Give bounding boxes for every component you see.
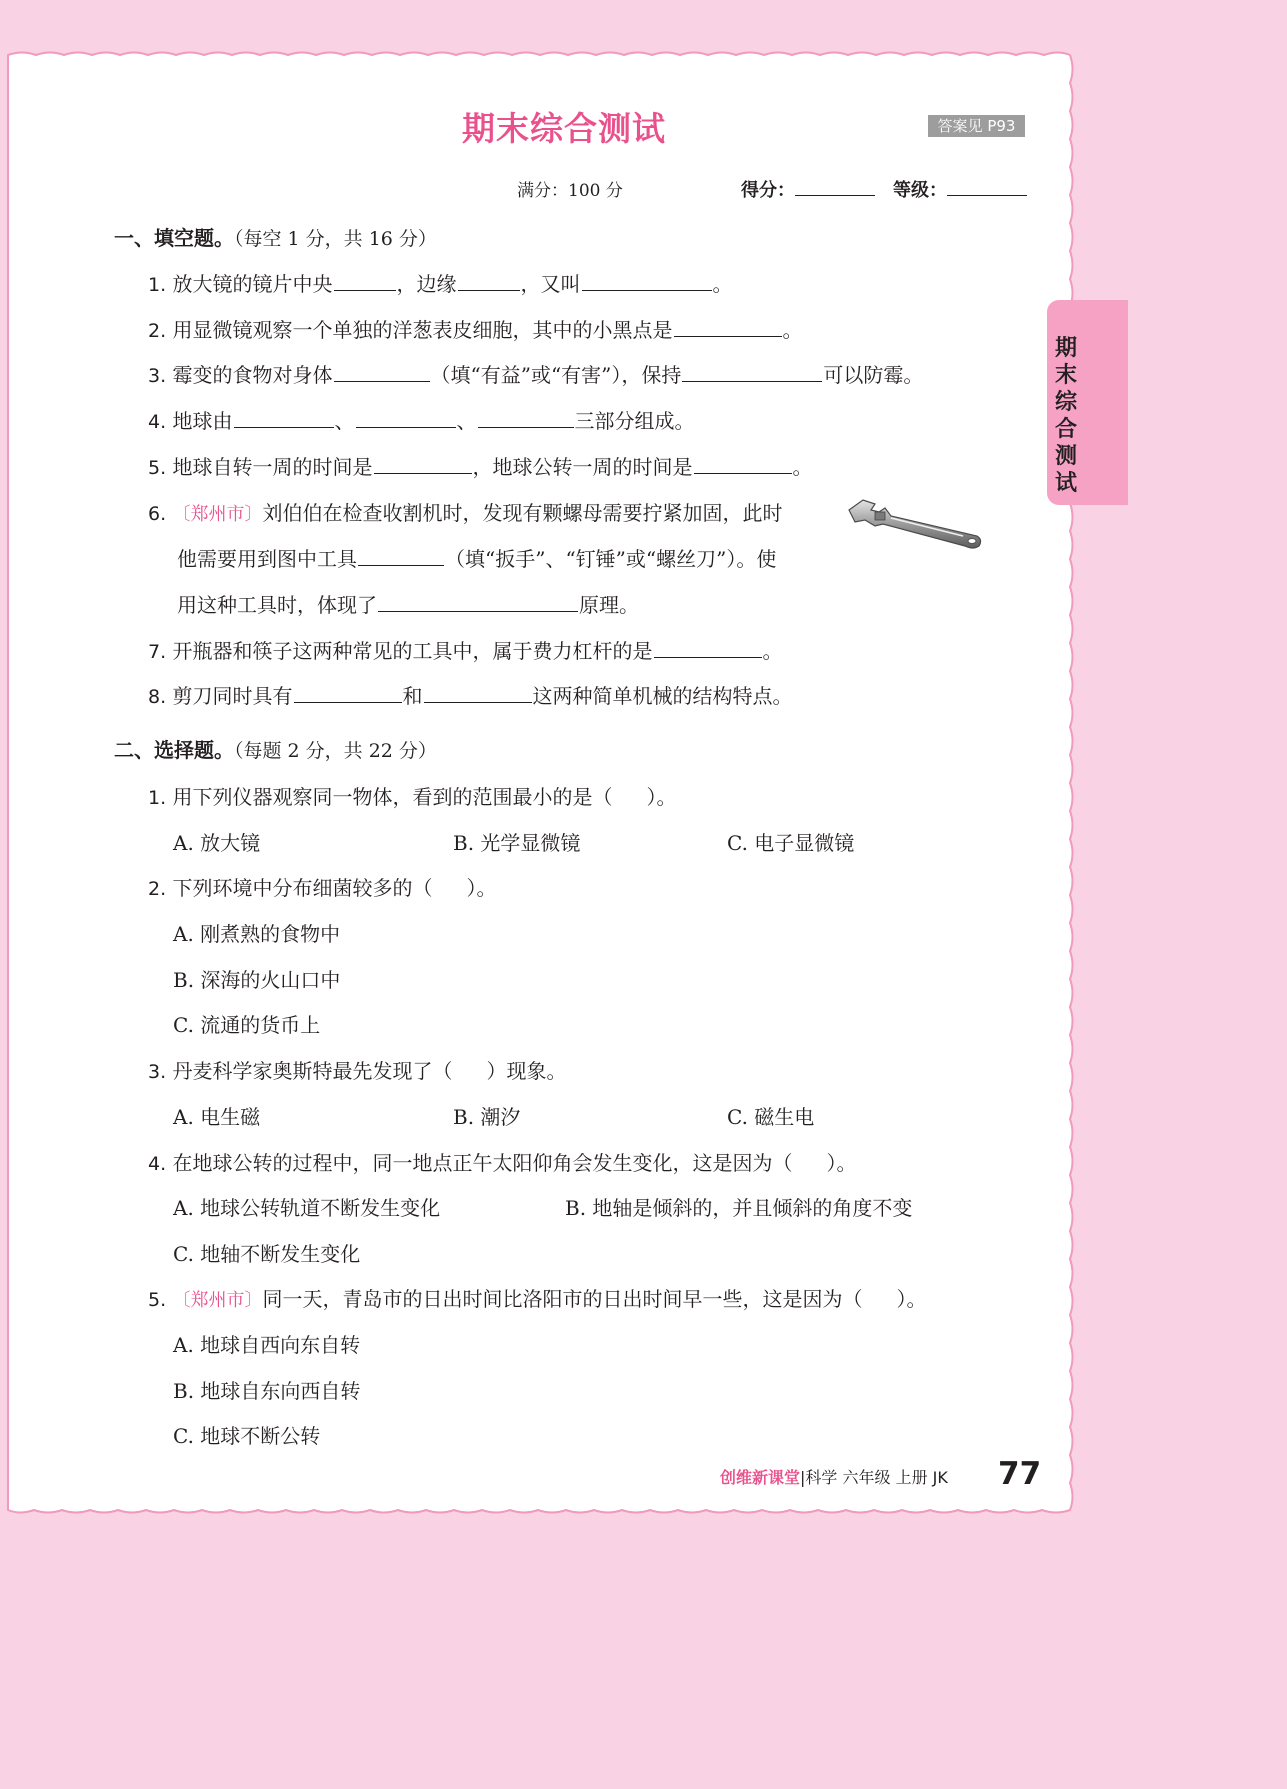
question-text: ）。 (646, 785, 677, 809)
s2-question-1 (148, 781, 677, 810)
footer (720, 1465, 948, 1488)
grade-label: 等级： (893, 180, 947, 201)
question-text: 在地球公转的过程中，同一地点正午太阳仰角会发生变化，这是因为（ (172, 1151, 793, 1175)
question-text: 放大镜的镜片中央 (172, 272, 333, 296)
option-c[interactable]: C. 地球不断公转 (173, 1424, 321, 1448)
option-a[interactable]: A. 刚煮熟的食物中 (173, 922, 341, 946)
answer-blank[interactable] (694, 455, 792, 474)
s1-question-6 (148, 497, 783, 526)
side-tab-char: 综 (1054, 390, 1077, 415)
full-marks: 满分：100 分 (517, 181, 623, 201)
question-text: 可以防霉。 (823, 363, 924, 387)
question-text: 开瓶器和筷子这两种常见的工具中，属于费力杠杆的是 (172, 639, 653, 663)
option-b[interactable]: B. 地球自东向西自转 (173, 1379, 361, 1403)
option-a[interactable]: A. 电生磁 (173, 1105, 261, 1129)
answer-blank[interactable] (682, 363, 822, 382)
answer-blank[interactable] (582, 272, 712, 291)
s1-question-4 (148, 405, 695, 434)
option-a[interactable]: A. 地球自西向东自转 (173, 1333, 361, 1357)
question-text: 这两种简单机械的结构特点。 (532, 684, 793, 708)
question-number: 5. (148, 1289, 167, 1311)
s1-question-6-line3 (177, 589, 639, 618)
question-text: 、 (334, 409, 355, 433)
question-number: 7. (148, 641, 167, 663)
answer-blank[interactable] (374, 455, 472, 474)
question-number: 8. (148, 686, 167, 708)
question-text: 、 (456, 409, 477, 433)
footer-subject: 科学 六年级 上册 JK (805, 1468, 948, 1487)
question-text: 。 (782, 318, 803, 342)
s2-question-3 (148, 1055, 567, 1084)
question-number: 2. (148, 320, 167, 342)
question-text: 。 (792, 455, 813, 479)
answer-blank[interactable] (674, 318, 782, 337)
question-text: 和 (402, 684, 423, 708)
side-tab-char: 测 (1054, 444, 1077, 469)
s1-question-1 (148, 268, 733, 297)
section1-note: （每空 1 分，共 16 分） (234, 228, 437, 250)
question-text: ）。 (826, 1151, 857, 1175)
question-number: 3. (148, 365, 167, 387)
question-text: 。 (712, 272, 733, 296)
side-tab-char: 期 (1054, 336, 1077, 361)
option-c[interactable]: C. 流通的货币上 (173, 1013, 321, 1037)
option-b[interactable]: B. 深海的火山口中 (173, 968, 341, 992)
question-text: 刘伯伯在检查收割机时，发现有颗螺母需要拧紧加固，此时 (262, 501, 783, 525)
question-number: 3. (148, 1061, 167, 1083)
option-b[interactable]: B. 潮汐 (453, 1105, 521, 1129)
question-text: 地球自转一周的时间是 (172, 455, 373, 479)
question-text: 原理。 (579, 593, 639, 617)
s1-question-8 (148, 680, 793, 709)
page-title: 期末综合测试 (462, 109, 666, 148)
score-label: 得分： (741, 180, 795, 201)
question-text: 用这种工具时，体现了 (177, 593, 377, 617)
answer-blank[interactable] (358, 547, 444, 566)
wrench-image (845, 496, 985, 552)
answer-blank[interactable] (654, 639, 762, 658)
question-number: 1. (148, 274, 167, 296)
question-text: ）现象。 (486, 1059, 567, 1083)
question-text: ，地球公转一周的时间是 (472, 455, 693, 479)
question-number: 4. (148, 411, 167, 433)
question-text: 同一天，青岛市的日出时间比洛阳市的日出时间早一些，这是因为（ (262, 1287, 863, 1311)
side-tab-char: 末 (1054, 363, 1077, 388)
option-c[interactable]: C. 地轴不断发生变化 (173, 1242, 361, 1266)
answer-reference-badge: 答案见 P93 (928, 115, 1025, 137)
s2-question-4 (148, 1147, 857, 1176)
section1-label: 一、填空题。 (114, 226, 234, 250)
answer-blank[interactable] (424, 684, 532, 703)
footer-brand: 创维新课堂 (720, 1468, 801, 1487)
side-tab-label (1052, 335, 1080, 497)
answer-blank[interactable] (234, 409, 334, 428)
s1-question-5 (148, 451, 813, 480)
question-text: 用下列仪器观察同一物体，看到的范围最小的是（ (172, 785, 613, 809)
option-a[interactable]: A. 地球公转轨道不断发生变化 (173, 1196, 441, 1220)
section1-heading (114, 222, 437, 251)
footer-separator: | (800, 1468, 806, 1487)
s2-question-2 (148, 872, 497, 901)
answer-blank[interactable] (478, 409, 574, 428)
option-c[interactable]: C. 磁生电 (727, 1105, 815, 1129)
question-text: （填“扳手”、“钉锤”或“螺丝刀”）。使 (445, 547, 777, 571)
question-text: 用显微镜观察一个单独的洋葱表皮细胞，其中的小黑点是 (172, 318, 673, 342)
score-blank[interactable] (795, 179, 875, 196)
question-text: ，又叫 (520, 272, 581, 296)
question-text: 霉变的食物对身体 (172, 363, 333, 387)
s2-question-5 (148, 1283, 927, 1312)
question-number: 2. (148, 878, 167, 900)
grade-field (893, 176, 1027, 202)
question-text: 下列环境中分布细菌较多的（ (172, 876, 433, 900)
side-tab-char: 试 (1054, 471, 1077, 496)
question-text: 地球由 (172, 409, 233, 433)
s1-question-3 (148, 359, 923, 388)
page-number: 77 (998, 1456, 1042, 1492)
s1-question-7 (148, 635, 783, 664)
option-c[interactable]: C. 电子显微镜 (727, 831, 855, 855)
question-text: ）。 (896, 1287, 927, 1311)
question-text: 剪刀同时具有 (172, 684, 293, 708)
question-text: （填“有益”或“有害”），保持 (430, 363, 682, 387)
grade-blank[interactable] (947, 179, 1027, 196)
section2-heading (114, 734, 437, 763)
answer-blank[interactable] (334, 272, 396, 291)
question-number: 1. (148, 787, 167, 809)
question-text: ）。 (466, 876, 497, 900)
region-tag: 〔郑州市〕 (172, 1290, 263, 1311)
question-text: 他需要用到图中工具 (177, 547, 357, 571)
question-text: ，边缘 (396, 272, 457, 296)
answer-blank[interactable] (294, 684, 402, 703)
s1-question-2 (148, 314, 803, 343)
option-a[interactable]: A. 放大镜 (173, 831, 261, 855)
section2-label: 二、选择题。 (114, 738, 234, 762)
answer-blank[interactable] (334, 363, 430, 382)
answer-blank[interactable] (458, 272, 520, 291)
side-tab-char: 合 (1054, 417, 1077, 442)
s1-question-6-line2 (177, 543, 776, 572)
answer-blank[interactable] (356, 409, 456, 428)
question-text: 三部分组成。 (574, 409, 695, 433)
option-b[interactable]: B. 地轴是倾斜的，并且倾斜的角度不变 (565, 1196, 913, 1220)
question-text: 丹麦科学家奥斯特最先发现了（ (172, 1059, 453, 1083)
answer-blank[interactable] (378, 593, 578, 612)
region-tag: 〔郑州市〕 (172, 504, 263, 525)
question-number: 5. (148, 457, 167, 479)
option-b[interactable]: B. 光学显微镜 (453, 831, 581, 855)
question-number: 6. (148, 503, 167, 525)
question-text: 。 (762, 639, 783, 663)
score-field (741, 176, 875, 202)
question-number: 4. (148, 1153, 167, 1175)
section2-note: （每题 2 分，共 22 分） (234, 740, 437, 762)
